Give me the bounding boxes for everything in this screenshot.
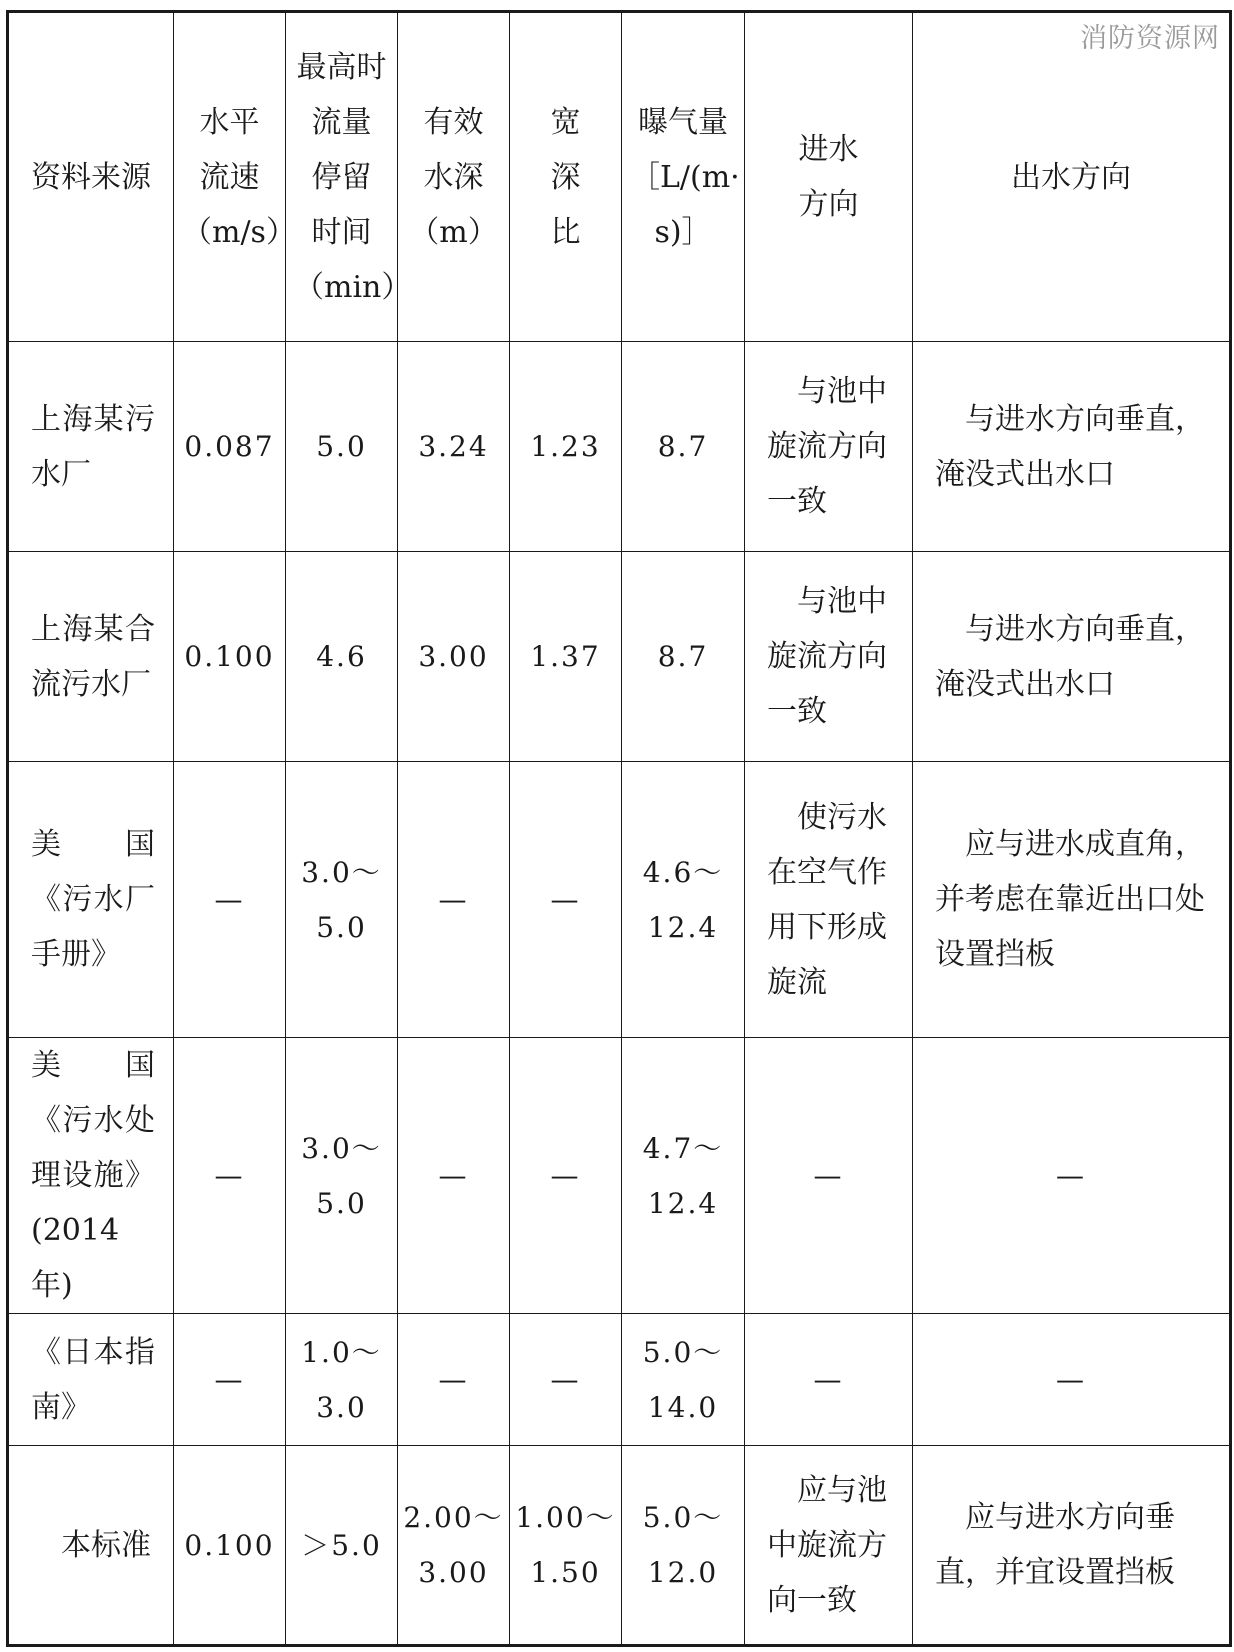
cell-source: 《日本指南》 [8,1314,174,1446]
header-inlet-direction: 进水 方向 [745,12,913,342]
cell-residence-time: 1.0～ 3.0 [286,1314,398,1446]
cell-source: 上海某合流污水厂 [8,552,174,762]
table-row [8,762,1231,1038]
table-row [8,1314,1231,1446]
header-source: 资料来源 [8,12,174,342]
header-residence-time: 最高时 流量 停留 时间 （min） [286,12,398,342]
cell-aeration-rate: 8.7 [622,342,745,552]
cell-velocity: 0.100 [174,1446,286,1646]
cell-inlet-direction: 应与池中旋流方向一致 [745,1446,913,1646]
cell-outlet-direction: 应与进水成直角，并考虑在靠近出口处设置挡板 [913,762,1231,1038]
cell-outlet-direction: 应与进水方向垂直，并宜设置挡板 [913,1446,1231,1646]
cell-aeration-rate: 5.0～ 14.0 [622,1314,745,1446]
cell-velocity: — [174,1038,286,1314]
cell-source: 美 国《污水厂手册》 [8,762,174,1038]
cell-effective-depth: — [398,1038,510,1314]
cell-width-depth-ratio: 1.00～ 1.50 [510,1446,622,1646]
cell-residence-time: 4.6 [286,552,398,762]
cell-residence-time: ＞5.0 [286,1446,398,1646]
cell-velocity: — [174,1314,286,1446]
cell-aeration-rate: 4.7～ 12.4 [622,1038,745,1314]
header-velocity: 水平 流速 （m/s） [174,12,286,342]
cell-inlet-direction: 使污水在空气作用下形成旋流 [745,762,913,1038]
cell-effective-depth: 3.24 [398,342,510,552]
cell-velocity: — [174,762,286,1038]
table-row [8,552,1231,762]
cell-effective-depth: — [398,1314,510,1446]
cell-width-depth-ratio: — [510,1314,622,1446]
cell-width-depth-ratio: — [510,1038,622,1314]
cell-aeration-rate: 8.7 [622,552,745,762]
table-row [8,342,1231,552]
cell-residence-time: 5.0 [286,342,398,552]
cell-outlet-direction: 与进水方向垂直，淹没式出水口 [913,552,1231,762]
cell-aeration-rate: 5.0～ 12.0 [622,1446,745,1646]
cell-outlet-direction: — [913,1038,1231,1314]
cell-effective-depth: 2.00～ 3.00 [398,1446,510,1646]
table-header-row [8,12,1231,342]
cell-outlet-direction: — [913,1314,1231,1446]
cell-velocity: 0.100 [174,552,286,762]
cell-source: 美 国《污水处理设施》(2014年) [8,1038,174,1314]
cell-inlet-direction: 与池中旋流方向一致 [745,552,913,762]
cell-aeration-rate: 4.6～ 12.4 [622,762,745,1038]
cell-inlet-direction: — [745,1038,913,1314]
cell-source: 上海某污水厂 [8,342,174,552]
cell-effective-depth: 3.00 [398,552,510,762]
cell-residence-time: 3.0～ 5.0 [286,1038,398,1314]
grit-chamber-parameter-table [6,10,1232,1647]
header-effective-depth: 有效 水深 （m） [398,12,510,342]
cell-width-depth-ratio: 1.23 [510,342,622,552]
cell-velocity: 0.087 [174,342,286,552]
cell-inlet-direction: — [745,1314,913,1446]
cell-source: 本标准 [8,1446,174,1646]
cell-residence-time: 3.0～ 5.0 [286,762,398,1038]
table-row [8,1446,1231,1646]
cell-effective-depth: — [398,762,510,1038]
cell-width-depth-ratio: 1.37 [510,552,622,762]
cell-width-depth-ratio: — [510,762,622,1038]
header-width-depth-ratio: 宽 深 比 [510,12,622,342]
cell-outlet-direction: 与进水方向垂直，淹没式出水口 [913,342,1231,552]
header-outlet-direction: 出水方向 [913,12,1231,342]
watermark-text: 消防资源网 [1080,23,1220,54]
table-row [8,1038,1231,1314]
cell-inlet-direction: 与池中旋流方向一致 [745,342,913,552]
header-aeration-rate: 曝气量 ［L/(m· s)］ [622,12,745,342]
